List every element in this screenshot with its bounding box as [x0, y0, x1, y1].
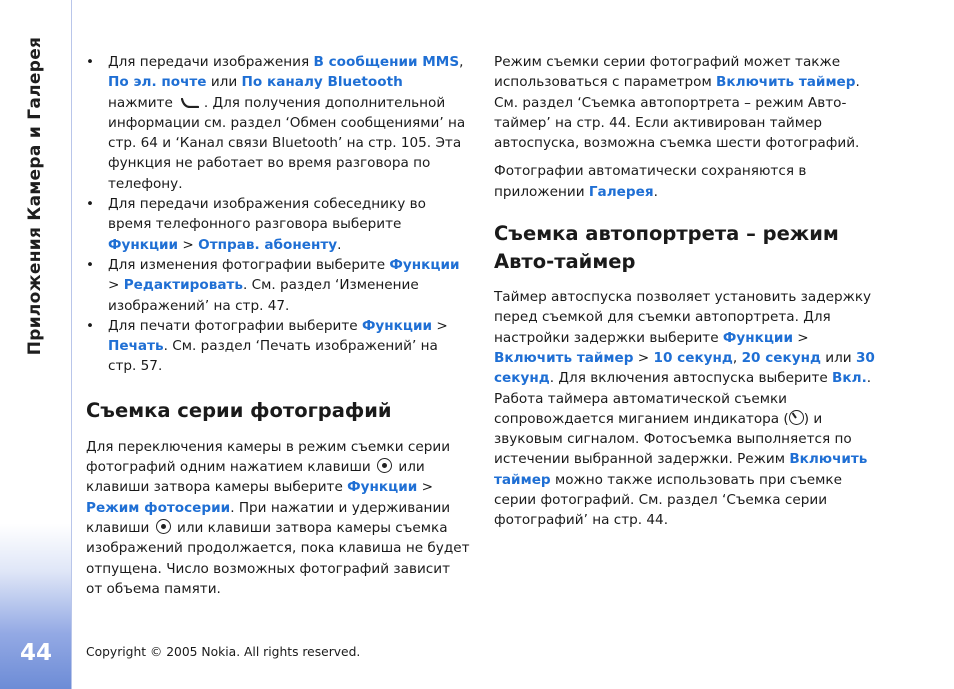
link-send-to-caller[interactable]: Отправ. абоненту — [198, 236, 338, 253]
copyright-footer: Copyright © 2005 Nokia. All rights reserved. — [86, 645, 361, 659]
text: > — [792, 329, 809, 346]
text: . Для получения дополнительной информации см. раздел ‘Обмен сообщениями’ на стр. 64 и ‘Канал связи Bluetooth’ на стр. 105. Эта функция не работает во время разговора по телефону. — [108, 94, 466, 192]
link-20-seconds[interactable]: 20 секунд — [741, 349, 821, 366]
list-item — [86, 316, 470, 377]
link-mms[interactable]: В сообщении MMS — [313, 54, 460, 70]
right-column — [494, 52, 886, 531]
link-print[interactable]: Печать — [108, 338, 164, 355]
text: Для передачи изображения — [108, 54, 314, 70]
link-enable-timer[interactable]: Включить таймер — [494, 349, 634, 366]
left-column — [86, 52, 470, 599]
text: нажмите — [108, 94, 173, 111]
paragraph-gallery — [494, 161, 886, 202]
list-item — [86, 255, 470, 316]
text: Для передачи изображения собеседнику во время телефонного разговора выберите — [108, 196, 426, 233]
text: , — [459, 54, 464, 70]
text: Для печати фотографии выберите — [108, 317, 362, 334]
text: . См. раздел ‘Печать изображений’ на стр. 57. — [108, 338, 438, 375]
text: Для переключения камеры в режим съемки серии фотографий одним нажатием клавиши — [86, 438, 451, 476]
text: или — [820, 349, 856, 366]
link-email[interactable]: По эл. почте — [108, 74, 207, 91]
text: Режим съемки серии фотографий может также использоваться с параметром — [494, 54, 841, 91]
link-enable-timer[interactable]: Включить таймер — [494, 451, 868, 488]
sidebar-divider — [71, 0, 72, 689]
text: можно также использовать при съемке серии фотографий. См. раздел ‘Съемка серии фотографий’ на стр. 44. — [494, 471, 842, 529]
text: . См. раздел ‘Съемка автопортрета – режим Авто-таймер’ на стр. 44. Если активирован таймер автоспуска, возможна съемка шести фотографий. — [494, 74, 860, 152]
text: Таймер автоспуска позволяет установить задержку перед съемкой для съемки автопортрета. Для настройки задержки выберите — [494, 289, 872, 346]
link-10-seconds[interactable]: 10 секунд — [653, 349, 733, 366]
list-item — [86, 52, 470, 194]
paragraph-timer-with-burst — [494, 52, 886, 153]
page-number: 44 — [19, 640, 52, 666]
list-item — [86, 194, 470, 255]
link-functions[interactable]: Функции — [108, 236, 179, 253]
link-30-seconds[interactable]: 30 секунд — [494, 349, 875, 387]
link-gallery[interactable]: Галерея — [588, 183, 654, 200]
link-edit[interactable]: Редактировать — [123, 277, 244, 294]
link-burst-mode[interactable]: Режим фотосерии — [86, 499, 231, 516]
paragraph-self-timer — [494, 287, 886, 531]
send-key-icon — [181, 98, 199, 108]
text: . Для включения автоспуска выберите — [549, 370, 833, 387]
text: . Работа таймера автоматической съемки сопровождается миганием индикатора ( — [494, 370, 872, 427]
text: . — [337, 236, 342, 253]
text: Для изменения фотографии выберите — [108, 256, 390, 273]
navi-key-icon — [156, 519, 171, 534]
text: . См. раздел ‘Изменение изображений’ на стр. 47. — [108, 277, 419, 314]
text: Фотографии автоматически сохраняются в приложении — [494, 163, 807, 200]
link-bluetooth[interactable]: По каналу Bluetooth — [241, 74, 403, 91]
text: или — [206, 74, 242, 91]
link-functions[interactable]: Функции — [389, 256, 460, 273]
text: > — [108, 277, 124, 294]
link-functions[interactable]: Функции — [361, 317, 433, 334]
text: ) и звуковым сигналом. Фотосъемка выполняется по истечении выбранной задержки. Режим — [494, 410, 852, 468]
navi-key-icon — [377, 458, 392, 473]
text: или клавиши затвора камеры съемка изображений продолжается, пока клавиша не будет отпущена. Число возможных фотографий зависит от объема памяти. — [86, 519, 470, 597]
text: > — [633, 349, 654, 366]
link-functions[interactable]: Функции — [347, 479, 418, 496]
link-on[interactable]: Вкл. — [832, 370, 867, 387]
link-enable-timer[interactable]: Включить таймер — [716, 74, 856, 91]
text: , — [732, 349, 742, 366]
text: или клавиши затвора камеры выберите — [86, 459, 425, 496]
paragraph-burst — [86, 437, 470, 599]
text: . — [653, 183, 658, 200]
bullet-list — [86, 52, 470, 377]
text: > — [178, 236, 199, 253]
self-timer-icon — [789, 410, 804, 425]
chapter-title-text: Приложения Камера и Галерея — [25, 36, 45, 356]
section-title-burst: Съемка серии фотографий — [86, 398, 392, 422]
text: > — [432, 317, 448, 334]
link-functions[interactable]: Функции — [722, 329, 793, 346]
text: . При нажатии и удерживании клавиши — [86, 499, 451, 536]
text: > — [417, 479, 433, 496]
section-title-self-timer: Съемка автопортрета – режим Авто-таймер — [494, 222, 839, 274]
